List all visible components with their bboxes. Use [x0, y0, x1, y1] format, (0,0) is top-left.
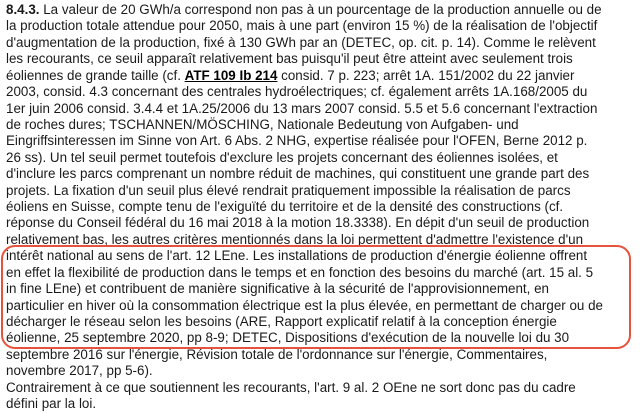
paragraph-line-12: projets. La fixation d'un seuil plus élevé rendrait pratiquement impossible la réalisation de parcs [6, 182, 571, 198]
paragraph-line-21: éolienne, 25 septembre 2020, pp 8-9; DETEC, Dispositions d'exécution de la nouvelle loi du 30 [6, 330, 570, 346]
paragraph-line-8: de roches dures; TSCHANNEN/MÖSCHING, Nationale Bedeutung von Aufgaben- und [6, 116, 519, 132]
paragraph-line-20: décharger le réseau selon les besoins (ARE, Rapport explicatif relatif à la conception énergie [6, 313, 557, 329]
paragraph-line-5 [6, 68, 574, 84]
paragraph-line-10: 26 ss). Un tel seuil permet toutefois d'exclure les projets concernant des éoliennes isolées, et [6, 149, 558, 165]
citation-link[interactable]: ATF 109 Ib 214 [184, 67, 278, 83]
paragraph-line-23: novembre 2017, pp 5-6). [6, 363, 153, 379]
paragraph-line-24: Contrairement à ce que soutiennent les recourants, l'art. 9 al. 2 OEne ne sort donc pas du cadre [6, 379, 576, 395]
paragraph-line-3: d'augmentation de la production, fixé à 130 GWh par an (DETEC, op. cit. p. 14). Comme le relèvent [6, 34, 596, 50]
paragraph-line-2: la production totale attendue pour 2050, mais à une part (environ 15 %) de la réalisation de l'objectif [6, 18, 598, 34]
paragraph-line-16: intérêt national au sens de l'art. 12 LEne. Les installations de production d'énergie éolienne offrent [6, 248, 588, 264]
paragraph-line-15: relativement bas, les autres critères mentionnés dans la loi permettent d'admettre l'existence d'un [6, 231, 584, 247]
paragraph-line-4: les recourants, ce seuil apparaît relativement bas puisqu'il peut être atteint avec seulement trois [6, 51, 573, 67]
section-number: 8.4.3. [6, 2, 40, 17]
paragraph-line-14: réponse du Conseil fédéral du 16 mai 2018 à la motion 18.3338). En dépit d'un seuil de production [6, 215, 590, 231]
paragraph-line-19: particulier en hiver où la consommation électrique est la plus élevée, en permettant de charger ou de [6, 297, 603, 313]
line-1-text: La valeur de 20 GWh/a correspond non pas à un pourcentage de la production annuelle ou de [39, 2, 602, 17]
paragraph-line-6: 2003, consid. 4.3 concernant des centrales hydroélectriques; cf. également arrêts 1A.168/2005 du [6, 84, 588, 100]
paragraph-line-17: en effet la flexibilité de production dans le temps et en fonction des besoins du marché (art. 15 al. 5 [6, 264, 594, 280]
paragraph-line-22: septembre 2016 sur l'énergie, Révision totale de l'ordonnance sur l'énergie, Commentaires, [6, 346, 548, 362]
paragraph-line-11: d'inclure les parcs comprenant un nombre réduit de machines, qui constituent une grande part des [6, 166, 590, 182]
paragraph-line-1 [6, 2, 602, 18]
line-5-after: consid. 7 p. 223; arrêt 1A. 151/2002 du 22 janvier [277, 67, 575, 83]
paragraph-line-9: Eingriffsinteressen im Sinne von Art. 6 Abs. 2 NHG, expertise réalisée pour l'OFEN, Berne 2012 p. [6, 133, 588, 149]
paragraph-line-7: 1er juin 2006 consid. 3.4.4 et 1A.25/2006 du 13 mars 2007 consid. 5.5 et 5.6 concernant l'extraction [6, 100, 598, 116]
paragraph-line-13: éoliens en Suisse, compte tenu de l'exiguïté du territoire et de la densité des constructions (cf. [6, 199, 564, 214]
paragraph-line-18: in fine LEne) et contribuent de manière significative à la sécurité de l'approvisionnement, en [6, 281, 549, 297]
line-5-before: éoliennes de grande taille (cf. [6, 67, 185, 83]
paragraph-line-25: défini par la loi. [6, 396, 97, 411]
